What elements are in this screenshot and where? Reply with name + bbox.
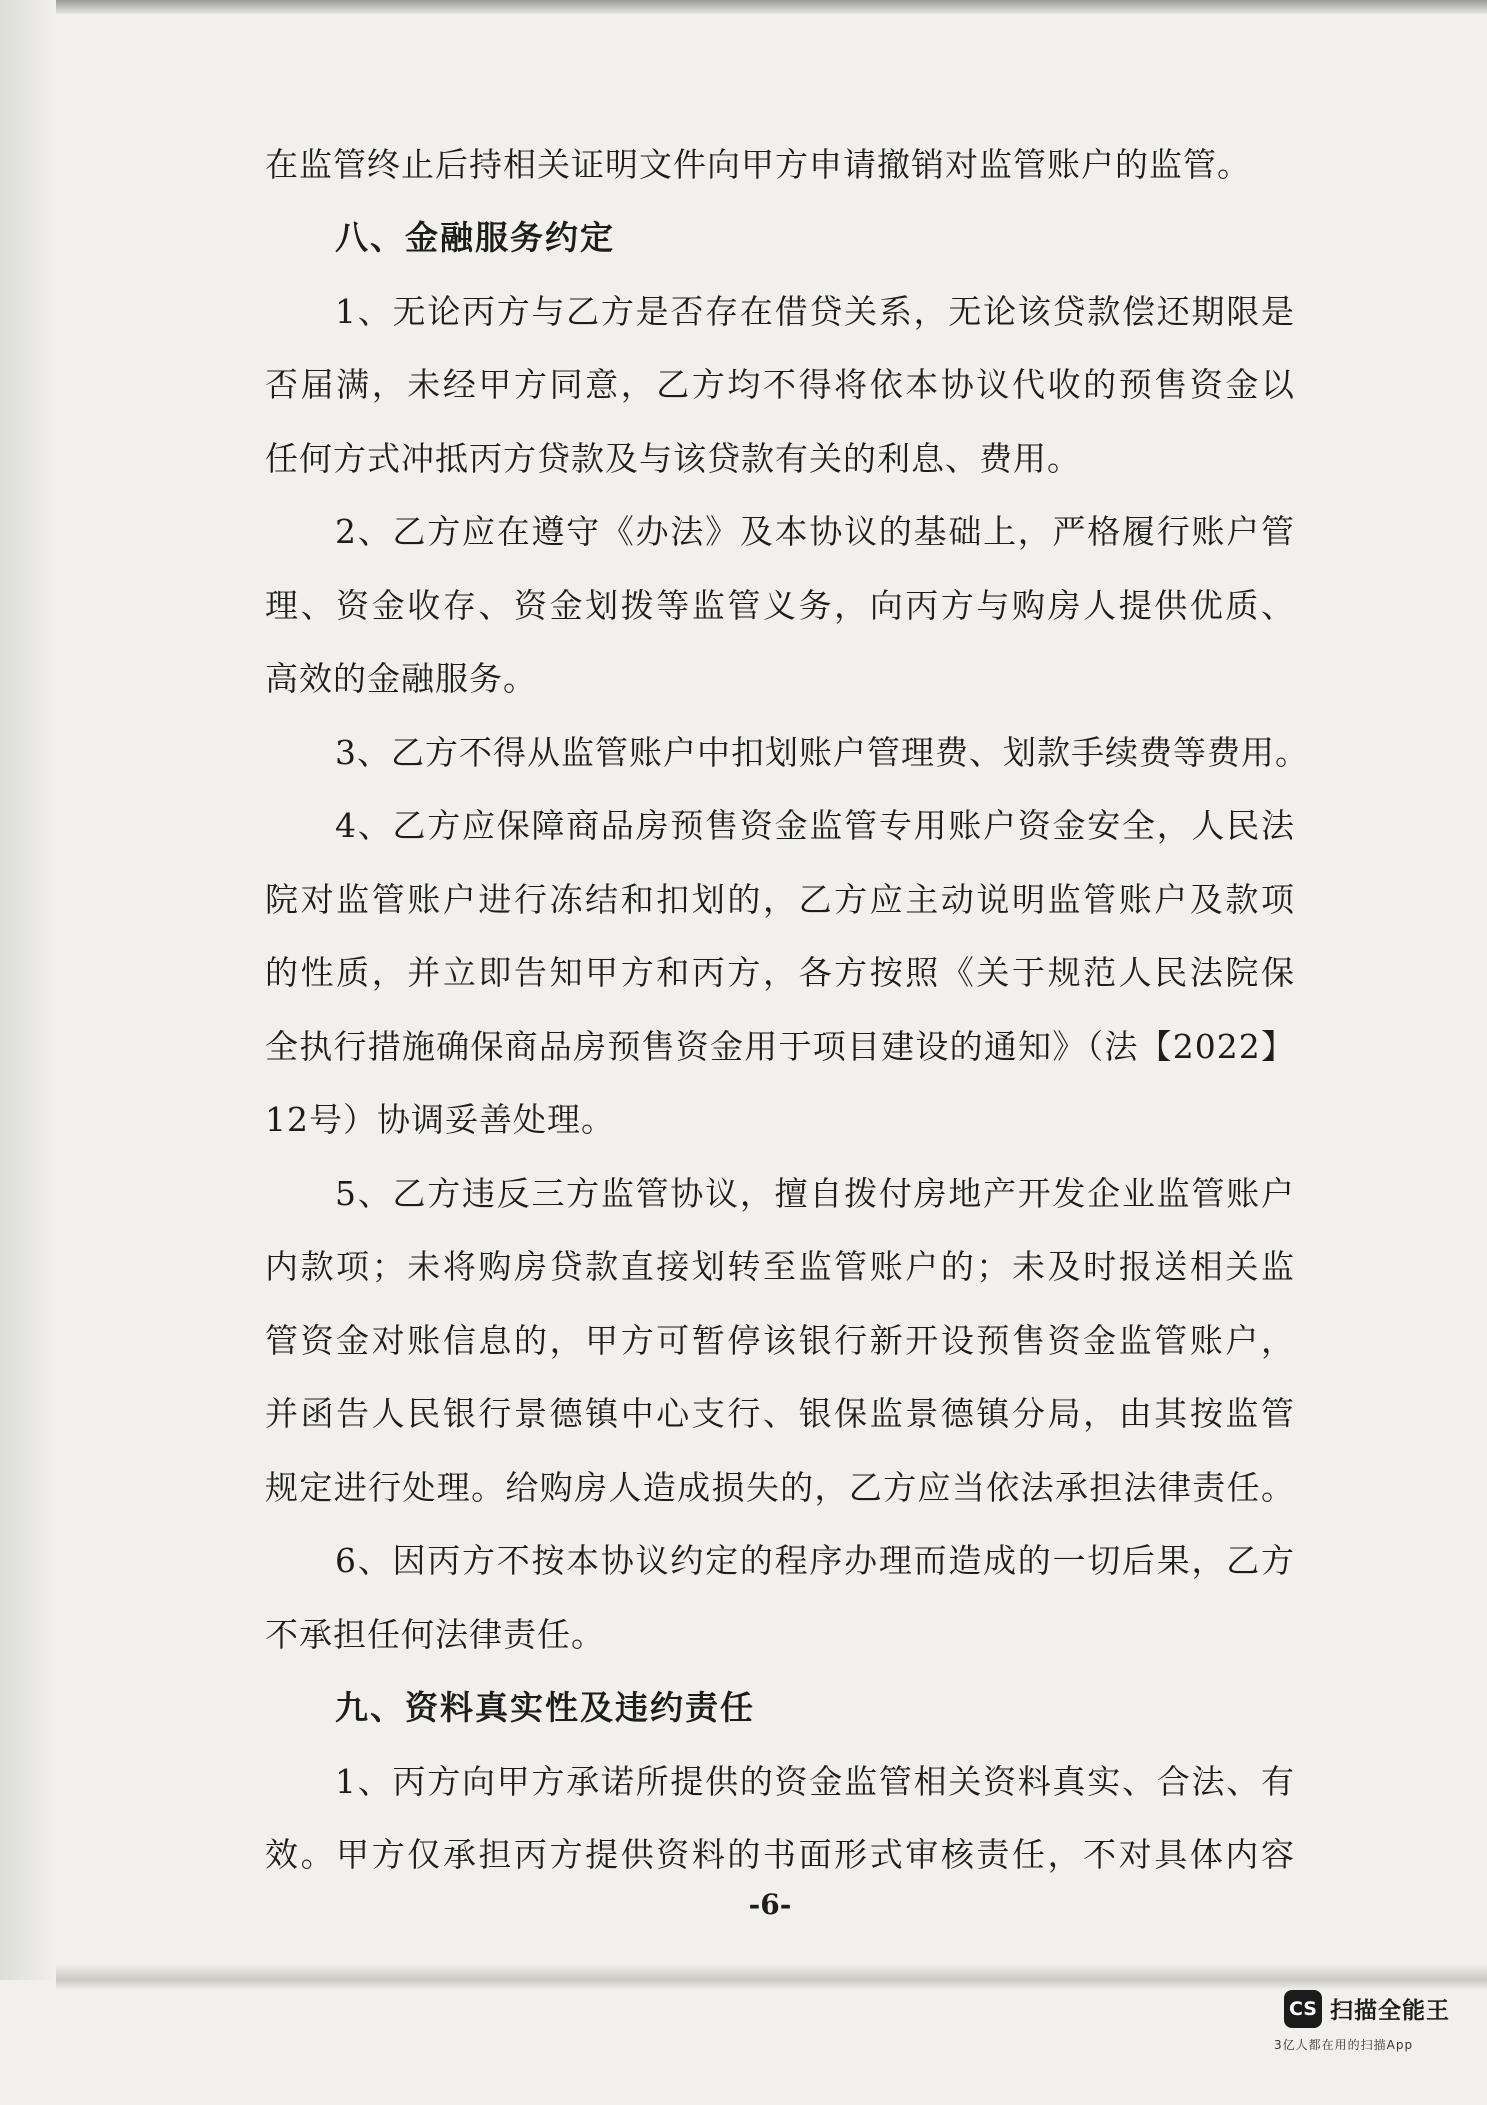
text-line: 规定进行处理。给购房人造成损失的，乙方应当依法承担法律责任。 bbox=[265, 1468, 1295, 1507]
text-line: 1、丙方向甲方承诺所提供的资金监管相关资料真实、合法、有 bbox=[335, 1762, 1295, 1801]
page-number: -6- bbox=[748, 1888, 792, 1921]
text-line: 4、乙方应保障商品房预售资金监管专用账户资金安全，人民法 bbox=[335, 806, 1295, 845]
camscanner-watermark bbox=[1262, 1978, 1487, 2105]
text-line: 全执行措施确保商品房预售资金用于项目建设的通知》（法【2022】 bbox=[265, 1027, 1295, 1066]
text-line: 高效的金融服务。 bbox=[265, 659, 537, 698]
section-heading: 九、资料真实性及违约责任 bbox=[335, 1688, 755, 1727]
text-line: 院对监管账户进行冻结和扣划的，乙方应主动说明监管账户及款项 bbox=[265, 880, 1295, 919]
text-line: 3、乙方不得从监管账户中扣划账户管理费、划款手续费等费用。 bbox=[335, 733, 1309, 772]
camscanner-logo-icon: CS bbox=[1284, 1990, 1322, 2028]
text-line: 6、因丙方不按本协议约定的程序办理而造成的一切后果，乙方 bbox=[335, 1541, 1295, 1580]
text-line: 理、资金收存、资金划拨等监管义务，向丙方与购房人提供优质、 bbox=[265, 586, 1295, 625]
watermark-tagline: 3亿人都在用的扫描App bbox=[1274, 2038, 1414, 2052]
text-line: 并函告人民银行景德镇中心支行、银保监景德镇分局，由其按监管 bbox=[265, 1394, 1295, 1433]
text-line: 1、无论丙方与乙方是否存在借贷关系，无论该贷款偿还期限是 bbox=[335, 292, 1295, 331]
text-line: 5、乙方违反三方监管协议，擅自拨付房地产开发企业监管账户 bbox=[335, 1174, 1295, 1213]
text-line: 否届满，未经甲方同意，乙方均不得将依本协议代收的预售资金以 bbox=[265, 365, 1295, 404]
text-line: 效。甲方仅承担丙方提供资料的书面形式审核责任，不对具体内容 bbox=[265, 1835, 1295, 1874]
text-line: 任何方式冲抵丙方贷款及与该贷款有关的利息、费用。 bbox=[265, 439, 1081, 478]
text-line: 管资金对账信息的，甲方可暂停该银行新开设预售资金监管账户， bbox=[265, 1321, 1295, 1360]
text-line: 在监管终止后持相关证明文件向甲方申请撤销对监管账户的监管。 bbox=[265, 145, 1251, 184]
scan-edge-left bbox=[0, 0, 56, 1980]
text-line: 不承担任何法律责任。 bbox=[265, 1615, 605, 1654]
text-line: 2、乙方应在遵守《办法》及本协议的基础上，严格履行账户管 bbox=[335, 512, 1295, 551]
text-line: 内款项；未将购房贷款直接划转至监管账户的；未及时报送相关监 bbox=[265, 1247, 1295, 1286]
text-line: 12号）协调妥善处理。 bbox=[265, 1100, 615, 1139]
watermark-name: 扫描全能王 bbox=[1330, 1998, 1450, 2024]
section-heading: 八、金融服务约定 bbox=[335, 218, 615, 257]
text-line: 的性质，并立即告知甲方和丙方，各方按照《关于规范人民法院保 bbox=[265, 953, 1295, 992]
scan-edge-top bbox=[0, 0, 1487, 14]
